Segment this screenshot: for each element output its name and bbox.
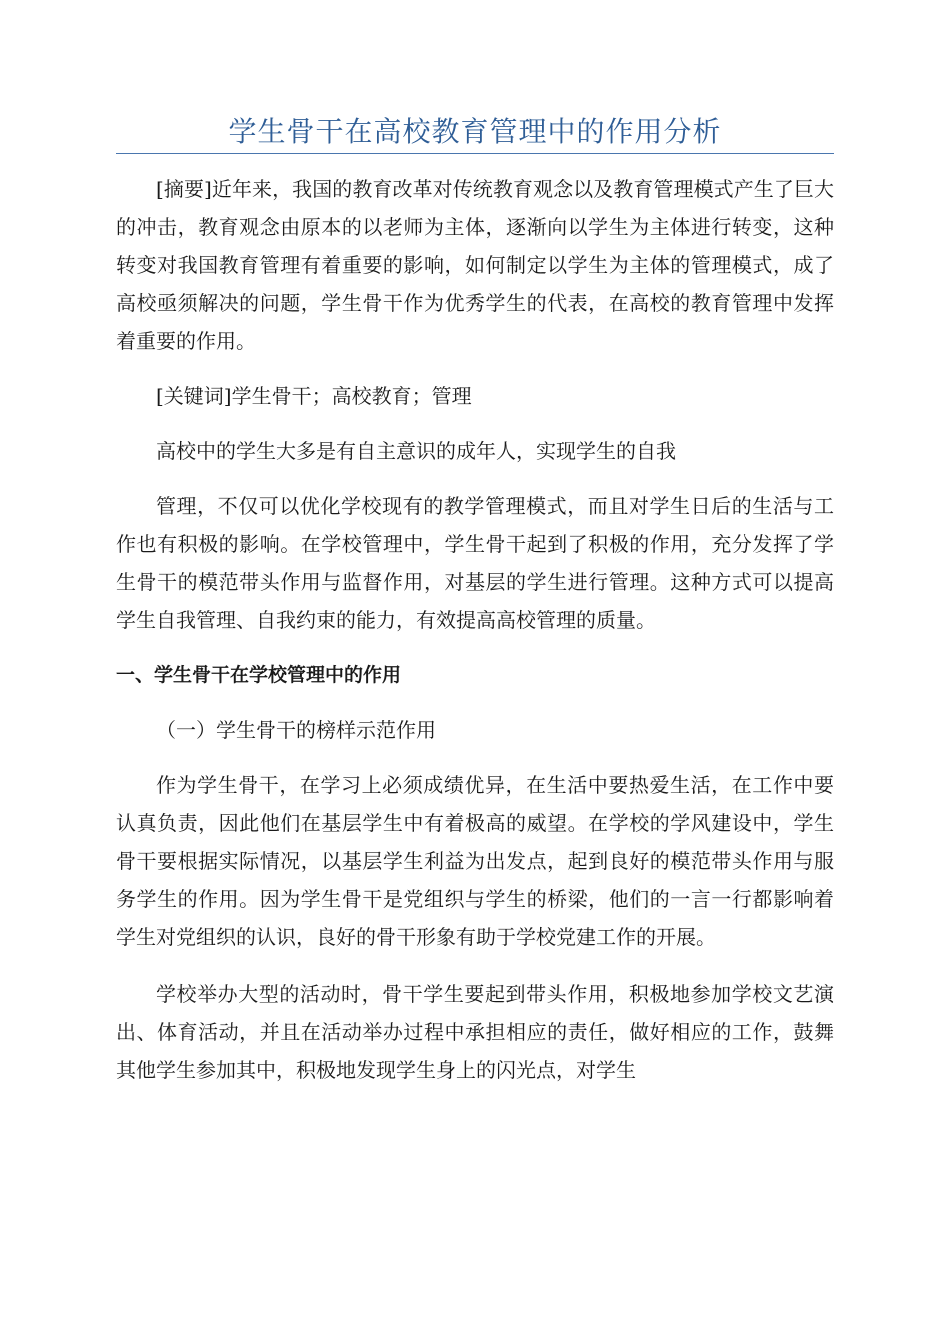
- intro-paragraph-1: 高校中的学生大多是有自主意识的成年人，实现学生的自我: [156, 439, 676, 463]
- section-heading-1: 一、学生骨干在学校管理中的作用: [116, 664, 402, 686]
- document-title: 学生骨干在高校教育管理中的作用分析: [228, 115, 722, 148]
- subsection-heading-1: （一）学生骨干的榜样示范作用: [156, 718, 436, 742]
- keywords-paragraph: [关键词]学生骨干；高校教育；管理: [156, 384, 472, 408]
- title-underline: [116, 153, 834, 154]
- abstract-paragraph: [摘要]近年来，我国的教育改革对传统教育观念以及教育管理模式产生了巨大的冲击，教育观念由原本的以老师为主体，逐渐向以学生为主体进行转变，这种转变对我国教育管理有着重要的影响，如何制定以学生为主体的管理模式，成了高校亟须解决的问题，学生骨干作为优秀学生的代表，在高校的教育管理中发挥着重要的作用。: [116, 177, 834, 353]
- activities-paragraph: 学校举办大型的活动时，骨干学生要起到带头作用，积极地参加学校文艺演出、体育活动，并且在活动举办过程中承担相应的责任，做好相应的工作，鼓舞其他学生参加其中，积极地发现学生身上的闪光点，对学生: [116, 982, 834, 1082]
- document-body: [116, 170, 834, 1089]
- role-model-paragraph: 作为学生骨干，在学习上必须成绩优异，在生活中要热爱生活，在工作中要认真负责，因此他们在基层学生中有着极高的威望。在学校的学风建设中，学生骨干要根据实际情况，以基层学生利益为出发点，起到良好的模范带头作用与服务学生的作用。因为学生骨干是党组织与学生的桥梁，他们的一言一行都影响着学生对党组织的认识，良好的骨干形象有助于学校党建工作的开展。: [116, 773, 834, 949]
- intro-paragraph-2: 管理，不仅可以优化学校现有的教学管理模式，而且对学生日后的生活与工作也有积极的影响。在学校管理中，学生骨干起到了积极的作用，充分发挥了学生骨干的模范带头作用与监督作用，对基层的学生进行管理。这种方式可以提高学生自我管理、自我约束的能力，有效提高高校管理的质量。: [116, 494, 834, 632]
